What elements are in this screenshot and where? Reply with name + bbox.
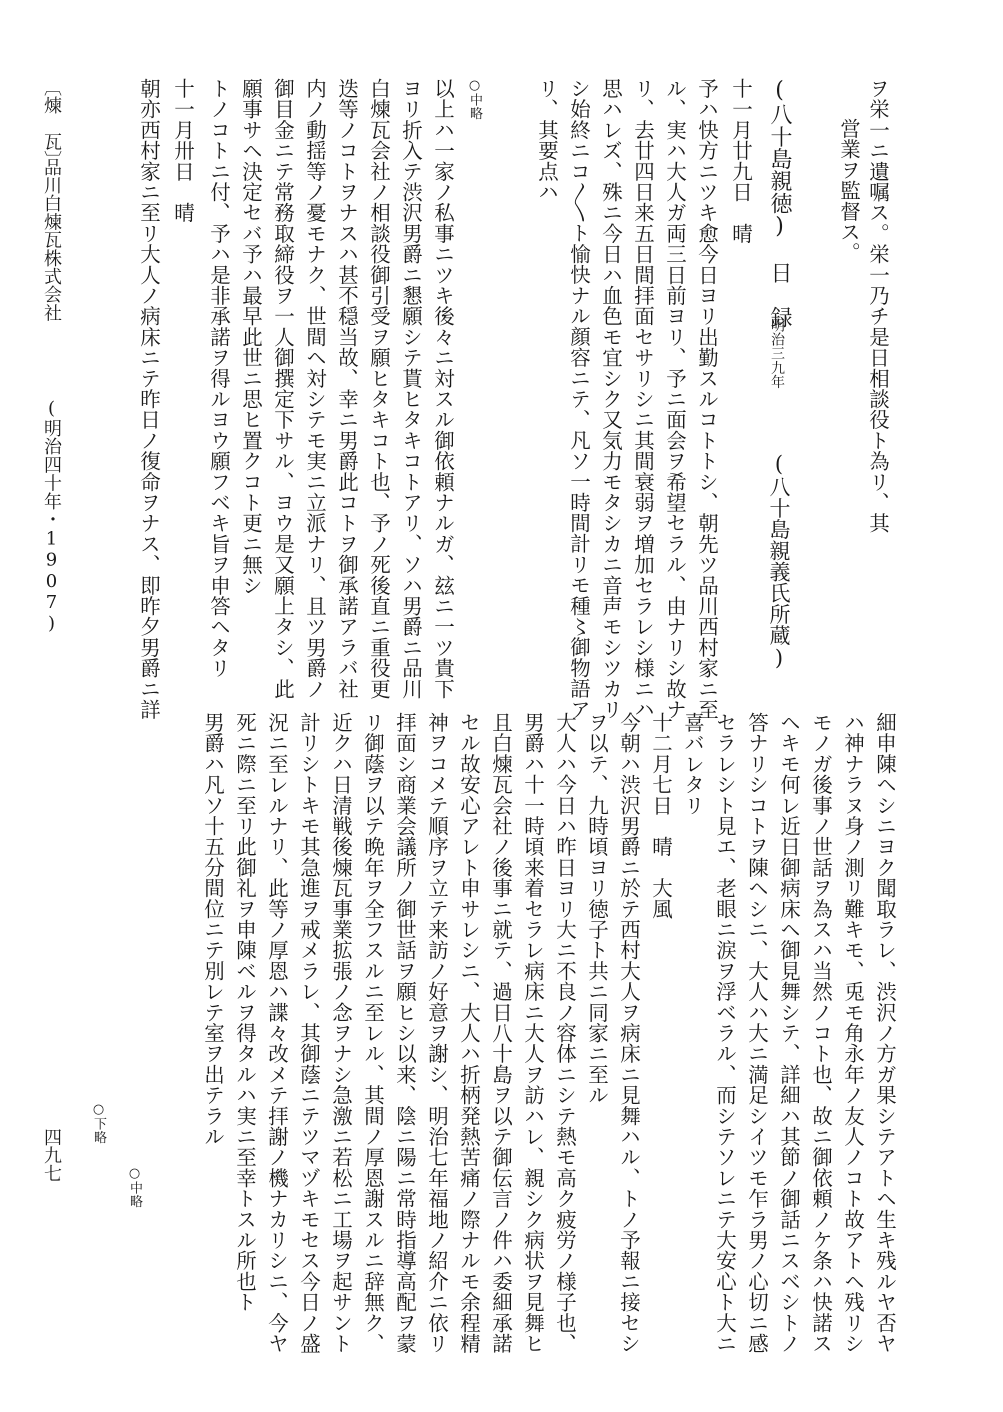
text-column: 以上ハ一家ノ私事ニツキ後々ニ対スル御依頼ナルガ、玆ニ一ツ貴下 [430, 78, 455, 699]
text-column: 且白煉瓦会社ノ後事ニ就テ、過日八十島ヲ以テ御伝言ノ件ハ委細承諾 [488, 712, 513, 1354]
text-column: ヨリ折入テ渋沢男爵ニ懇願シテ貰ヒタキコトアリ、ソハ男爵ニ品川 [398, 78, 423, 699]
text-column: 死ニ際ニ至リ此御礼ヲ申陳ベルヲ得タルハ実ニ至幸トスル所也ト [232, 712, 257, 1313]
text-column: リ御蔭ヲ以テ晩年ヲ全フスルニ至レル、其間ノ厚恩謝スルニ辞無ク、 [360, 712, 385, 1354]
text-column: 拝面シ商業会議所ノ御世話ヲ願ヒシ以来、陰ニ陽ニ常時指導高配ヲ蒙 [392, 712, 417, 1354]
omission-note: ○中略 [467, 78, 482, 120]
text-column: セル故安心アレト申サレシニ、大人ハ折柄発熱苦痛ノ際ナルモ余程精 [456, 712, 481, 1354]
text-column: トノコトニ付、予ハ是非承諾ヲ得ルヨウ願フベキ旨ヲ申答ヘタリ [206, 78, 231, 679]
text-column: 内ノ動揺等ノ憂モナク、世間ヘ対シテモ実ニ立派ナリ、且ツ男爵ノ [302, 78, 327, 700]
text-column: 計リシトキモ其急進ヲ戒メラレ、其御蔭ニテツマヅキモセス今日ノ盛 [296, 712, 321, 1354]
text-column: 大人ハ今日ハ昨日ヨリ大ニ不良ノ容体ニシテ熱モ高ク疲労ノ様子也、 [552, 712, 577, 1354]
text-column: 細申陳ヘシニヨク聞取ラレ、渋沢ノ方ガ果シテアトヘ生キ残ルヤ否ヤ [872, 712, 897, 1354]
text-column: 今朝ハ渋沢男爵ニ於テ西村大人ヲ病床ニ見舞ハル、トノ予報ニ接セシ [616, 712, 641, 1354]
page-number: 四九七 [41, 1128, 62, 1183]
text-column: シ始終ニコ〳〵ト愉快ナル顔容ニテ、凡ソ一時間計リモ種〻御物語ア [566, 78, 591, 720]
text-column: ハ神ナラヌ身ノ測リ難キモ、兎モ角永年ノ友人ノコト故アトヘ残リシ [840, 712, 865, 1354]
text-column: 思ハレズ、殊ニ今日ハ血色モ宜シク又気力モタシカニ音声モシツカリ [598, 78, 623, 720]
text-column: モノガ後事ノ世話ヲ為スハ当然ノコト也、故ニ御依頼ノケ条ハ快諾ス [808, 712, 833, 1354]
text-column: 神ヲコメテ順序ヲ立テ来訪ノ好意ヲ謝シ、明治七年福地ノ紹介ニ依リ [424, 712, 449, 1354]
heading-date: 明治三九年 [769, 318, 785, 389]
entry-date: 十一月卅日 晴 [170, 78, 195, 223]
text-column: 男爵ハ十一時頃来着セラレ病床ニ大人ヲ訪ハレ、親シク病状ヲ見舞ヒ [520, 712, 545, 1354]
text-column: 喜バレタリ [680, 712, 705, 816]
text-column: 御目金ニテ常務取締役ヲ一人御撰定下サル、ヨウ是又願上タシ、此 [270, 78, 295, 699]
omission-note: ○下略 [91, 1102, 106, 1144]
text-column: 況ニ至レルナリ、此等ノ厚恩ハ諜々改メテ拝謝ノ機ナカリシニ、今ヤ [264, 712, 289, 1354]
text-column: 朝亦西村家ニ至リ大人ノ病床ニテ昨日ノ復命ヲナス、即昨夕男爵ニ詳 [136, 78, 161, 720]
text-column: 答ナリシコトヲ陳ヘシニ、大人ハ大ニ満足シイツモ乍ラ男ノ心切ニ感 [744, 712, 769, 1354]
text-column: 予ハ快方ニツキ愈今日ヨリ出勤スルコトトシ、朝先ツ品川西村家ニ至 [694, 78, 719, 720]
text-column: リ、去廿四日来五日間拝面セサリシニ其間衰弱ヲ増加セラレシ様ニハ [630, 78, 655, 720]
text-column: リ、其要点ハ [534, 78, 559, 203]
category-label: 〔煉 瓦〕 [41, 78, 62, 169]
text-column: 白煉瓦会社ノ相談役御引受ヲ願ヒタキコト也、予ノ死後直ニ重役更 [366, 78, 391, 699]
text-column: 男爵ハ凡ソ十五分間位ニテ別レテ室ヲ出テラル [200, 712, 225, 1147]
text-column: セラレシト見エ、老眼ニ涙ヲ浮ベラル、而シテソレニテ大安心ト大ニ [712, 712, 737, 1354]
text-column: ヲ栄一ニ遺嘱ス。栄一乃チ是日相談役ト為リ、其 [865, 78, 890, 534]
company-name: 品川白煉瓦株式会社 [41, 158, 62, 322]
text-column: 迭等ノコトヲナスハ甚不穏当故、幸ニ男爵此コトヲ御承諾アラバ社 [334, 78, 359, 699]
omission-note: ○中略 [127, 1166, 142, 1208]
entry-date: 十二月七日 晴 大風 [648, 712, 673, 919]
footer-date: (明治四十年・1907) [41, 398, 62, 635]
section-heading: (八十島親徳) 日 録 [767, 78, 792, 329]
heading-source: (八十島親義氏所蔵) [767, 452, 791, 670]
entry-date: 十一月廿九日 晴 [728, 78, 753, 244]
text-column: 近クハ日清戦後煉瓦事業拡張ノ念ヲナシ急激ニ若松ニ工場ヲ起サント [328, 712, 353, 1354]
text-column: ル、実ハ大人ガ両三日前ヨリ、予ニ面会ヲ希望セラル、由ナリシ故ナ [662, 78, 687, 720]
text-column: 願事サヘ決定セバ予ハ最早此世ニ思ヒ置クコト更ニ無シ [238, 78, 263, 596]
text-column: 営業ヲ監督ス。 [836, 118, 861, 263]
text-column: ヘキモ何レ近日御病床ヘ御見舞シテ、詳細ハ其節ノ御話ニスベシトノ [776, 712, 801, 1354]
text-column: ヲ以テ、九時頃ヨリ徳子ト共ニ同家ニ至ル [584, 712, 609, 1106]
